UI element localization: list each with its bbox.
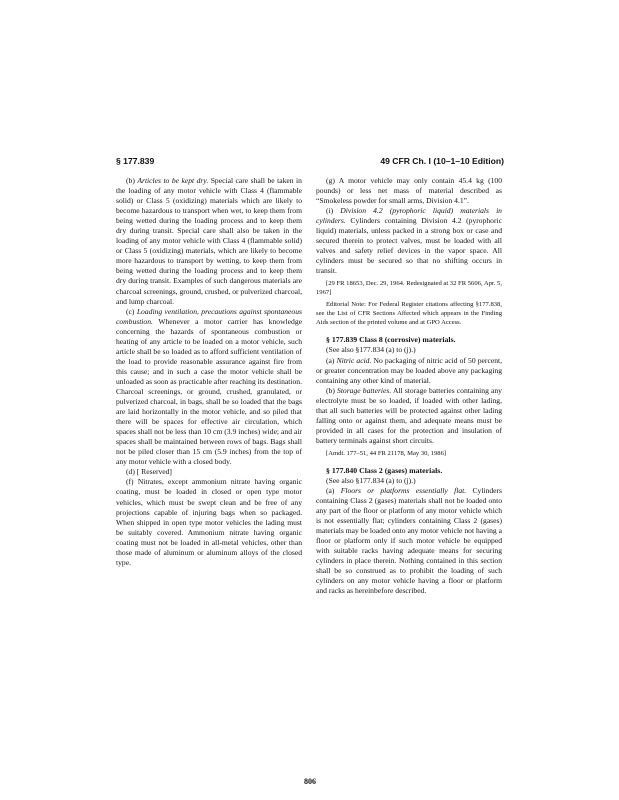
paragraph-f-nitrates: (f) Nitrates, except ammonium nitrate having organic coating, must be loaded in closed or open type motor vehicles, which must be swept clean and be free of any projections capable of injuring bags when so packaged. When shipped in open type motor vehicles the lading must be suitably covered. Ammonium nitrate having organic coating must not be loaded in all-metal vehicles, other than those made of aluminum or aluminum alloys of the closed type. [116, 477, 302, 567]
paragraph-text: Cylinders containing Division 4.2 (pyrophoric liquid) materials, unless packed in a strong box or case and secured therein to protect valves, must be loaded with all valves and safety relief devices in the vapor space. All cylinders must be secured so that no shifting occurs in transit. [316, 216, 502, 276]
paragraph-heading: Loading ventilation, precautions against spontaneous combustion. [116, 306, 302, 326]
paragraph-text: No packaging of nitric acid of 50 percent, or greater concentration may be loaded above any packaging containing any other kind of material. [316, 355, 503, 385]
paragraph-label: (a) [326, 485, 335, 495]
paragraph-label: (b) [326, 385, 335, 395]
paragraph-heading: Storage batteries. [337, 385, 392, 395]
page-number: 806 [304, 777, 316, 786]
paragraph-i-pyrophoric [316, 206, 502, 276]
paragraph-c-ventilation [116, 307, 302, 468]
editorial-note: Editorial Note: For Federal Register citations affecting §177.838, see the List of CFR Sections Affected which appears in the Finding Aids section of the printed volume and at GPO Access. [316, 301, 502, 327]
paragraph-text: Cylinders containing Class 2 (gases) materials shall not be loaded onto any part of the floor or platform of any motor vehicle which is not essentially flat; cylinders containing Class 2 (gases) materials may be loaded onto any motor vehicle not having a floor or platform only if such motor vehicle be equipped with suitable racks having adequate means for securing cylinders in place therein. Nothing contained in this section shall be so construed as to prohibit the loading of such cylinders on any motor vehicle having a floor or platform and racks as hereinbefore described. [316, 485, 503, 596]
paragraph-label: (i) [326, 206, 334, 216]
paragraph-label: (c) [126, 306, 135, 316]
right-column [316, 176, 502, 597]
paragraph-a-floors-platforms [316, 486, 502, 597]
paragraph-heading: Division 4.2 (pyrophoric liquid) materials in cylinders. [316, 206, 502, 226]
left-column [116, 176, 302, 568]
paragraph-text: Whenever a motor carrier has knowledge concerning the hazards of spontaneous combustion or heating of any article to be loaded on a motor vehicle, such article shall be so loaded as to afford sufficient ventilation of the load to provide reasonable assurance against fire from this cause; and in such a case the motor vehicle shall be unloaded as soon as practicable after reaching its destination. Charcoal screenings, or ground, crushed, granulated, or pulverized charcoal, in bags, shall be so loaded that the bags are laid horizontally in the motor vehicle, and so piled that there will be spaces for effective air circulation, which spaces shall not be less than 10 cm (3.9 inches) wide; and air spaces shall be maintained between rows of bags. Bags shall not be piled closer than 15 cm (5.9 inches) from the top of any motor vehicle with a closed body. [116, 316, 302, 467]
paragraph-text: All storage batteries containing any electrolyte must be so loaded, if loaded with other lading, that all such batteries will be protected against other lading falling onto or against them, and adequate means must be provided in all cases for the protection and insulation of battery terminals against short circuits. [316, 385, 502, 445]
source-citation: [29 FR 18653, Dec. 29, 1964. Redesignated at 32 FR 5606, Apr. 5, 1967] [316, 280, 503, 297]
paragraph-b-articles-dry [116, 176, 302, 307]
amendment-citation: [Amdt. 177–51, 44 FR 21178, May 30, 1986] [326, 449, 447, 457]
paragraph-heading: Articles to be kept dry. [137, 176, 209, 185]
header-title: 49 CFR Ch. I (10–1–10 Edition) [380, 156, 504, 166]
section-heading-177-840: § 177.840 Class 2 (gases) materials. [326, 465, 443, 475]
paragraph-label: (b) [126, 176, 135, 185]
header-section-number: § 177.839 [116, 156, 155, 166]
paragraph-text: Special care shall be taken in the loading of any motor vehicle with Class 4 (flammable solid) or Class 5 (oxidizing) materials which are likely to become hazardous to transport when wet, to keep them from being wetted during the loading process and to keep them dry during transit. Special care shall also be taken in the loading of any motor vehicle with Class 4 (flammable solid) or Class 5 (oxidizing) materials, which are likely to become more hazardous to transport by wetting, to keep them from being wetted during the loading process and to keep them dry during transit. Examples of such dangerous materials are charcoal screenings, ground, crushed, or pulverized charcoal, and lump charcoal. [116, 176, 302, 306]
paragraph-g-smokeless-powder: (g) A motor vehicle may only contain 45.4 kg (100 pounds) or less net mass of material described as “Smokeless powder for small arms, Division 4.1”. [316, 176, 502, 206]
see-also-note: (See also §177.834 (a) to (j).) [326, 475, 416, 485]
paragraph-d-reserved: (d) [ Reserved] [126, 467, 172, 477]
paragraph-label: (a) [326, 355, 335, 365]
see-also-note: (See also §177.834 (a) to (j).) [326, 345, 416, 355]
paragraph-heading: Nitric acid. [336, 355, 372, 365]
paragraph-heading: Floors or platforms essentially flat. [340, 485, 467, 495]
section-heading-177-839: § 177.839 Class 8 (corrosive) materials. [326, 335, 456, 345]
paragraph-a-nitric-acid [316, 356, 502, 386]
paragraph-b-storage-batteries [316, 386, 502, 446]
